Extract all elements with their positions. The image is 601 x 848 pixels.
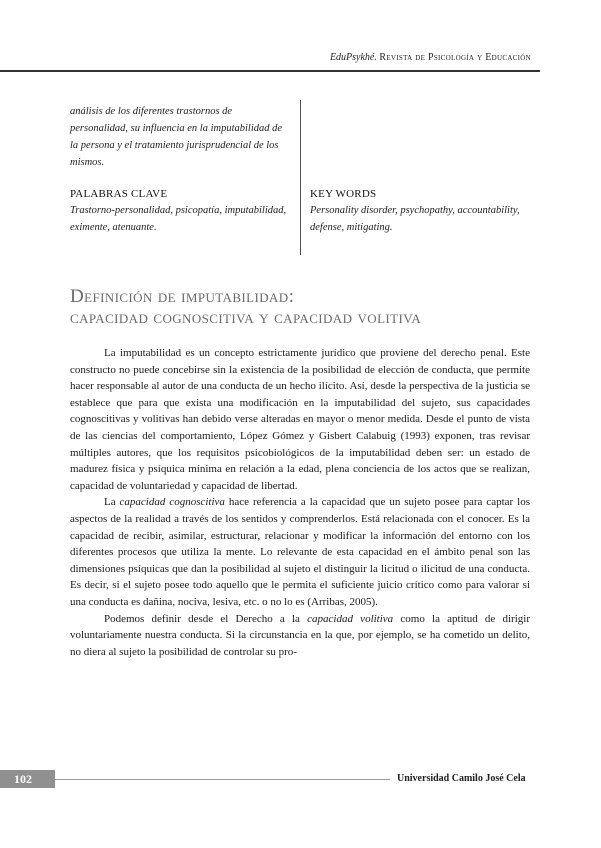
paragraph-2-rest: hace referencia a la capacidad que un sujeto posee para captar los aspectos de la realidad a través de los sentidos y comprenderlos. Está relacionada con el conocer. Es la capacidad de recibir, asimilar, estructurar, relacionar y modificar la información del entorno con los diferentes procesos que utiliza la mente. Lo relevante de esta capacidad en el ámbito penal son las dimensiones psíquicas que dan la posibilidad al sujeto el distinguir la licitud o ilicitud de una conducta. Es decir, si el sujeto posee todo aquello que le permita el suficiente juicio crítico como para valorar si una conducta es dañina, nociva, lesiva, etc. o no lo es (Arribas, 2005). [70,496,530,608]
header-rule [0,70,540,72]
keywords-english-text: Personality disorder, psychopathy, accountability, defense, mitigating. [310,205,520,233]
paragraph-3-rest: como la aptitud de dirigir voluntariamente nuestra conducta. Si la circunstancia en la que, por ejemplo, se ha cometido un delito, no diera al sujeto la posibilidad de controlar su pro- [70,612,530,658]
keywords-spanish-label: PALABRAS CLAVE [70,188,168,200]
page-number: 102 [14,772,32,786]
column-divider [300,100,301,255]
paragraph-2 [70,494,530,610]
section-title [70,286,540,328]
footer-rule [55,779,390,780]
paragraph-2-start: La [104,496,120,509]
body-text [70,345,530,660]
keywords-english-label: KEY WORDS [310,188,377,200]
paragraph-3-start: Podemos definir desde el Derecho a la [104,612,308,625]
footer-university: Universidad Camilo José Cela [397,773,526,784]
journal-name: EduPsykhé. [329,52,377,63]
running-header [330,52,531,63]
abstract-continuation: análisis de los diferentes trastornos de personalidad, su influencia en la imputabilidad de la persona y el tratamiento jurisprudencial de los mismos. [70,106,283,168]
section-title-line2: capacidad cognoscitiva y capacidad volitiva [70,307,422,328]
section-title-line1: Definición de imputabilidad: [70,286,295,307]
keywords-english [310,186,535,236]
journal-subtitle: Revista de Psicología y Educación [379,52,531,63]
paragraph-3 [70,611,530,661]
paragraph-1: La imputabilidad es un concepto estrictamente jurídico que proviene del derecho penal. Este constructo no puede concebirse sin la existencia de la posibilidad de elección de conducta, que permite hacer responsable al autor de una conducta de un hecho ilícito. Así, desde la perspectiva de la justicia se establece que para que exista una modificación en la imputabilidad del sujeto, sus capacidades cognoscitivas y volitivas han debido verse alteradas en mayor o menor medida. Desde el punto de vista de las ciencias del comportamiento, López Gómez y Gisbert Calabuig (1993) exponen, tras revisar múltiples autores, que los requisitos psicobiológicos de la imputabilidad deben ser: un estado de madurez física y psíquica mínima en relación a la edad, plena conciencia de los actos que se realizan, capacidad de voluntariedad y capacidad de libertad. [70,347,530,492]
keywords-spanish-text: Trastorno-personalidad, psicopatía, imputabilidad, eximente, atenuante. [70,205,287,233]
paragraph-3-emphasis: capacidad volitiva [307,612,394,625]
paragraph-2-emphasis: capacidad cognoscitiva [119,496,225,509]
keywords-spanish [70,186,295,236]
